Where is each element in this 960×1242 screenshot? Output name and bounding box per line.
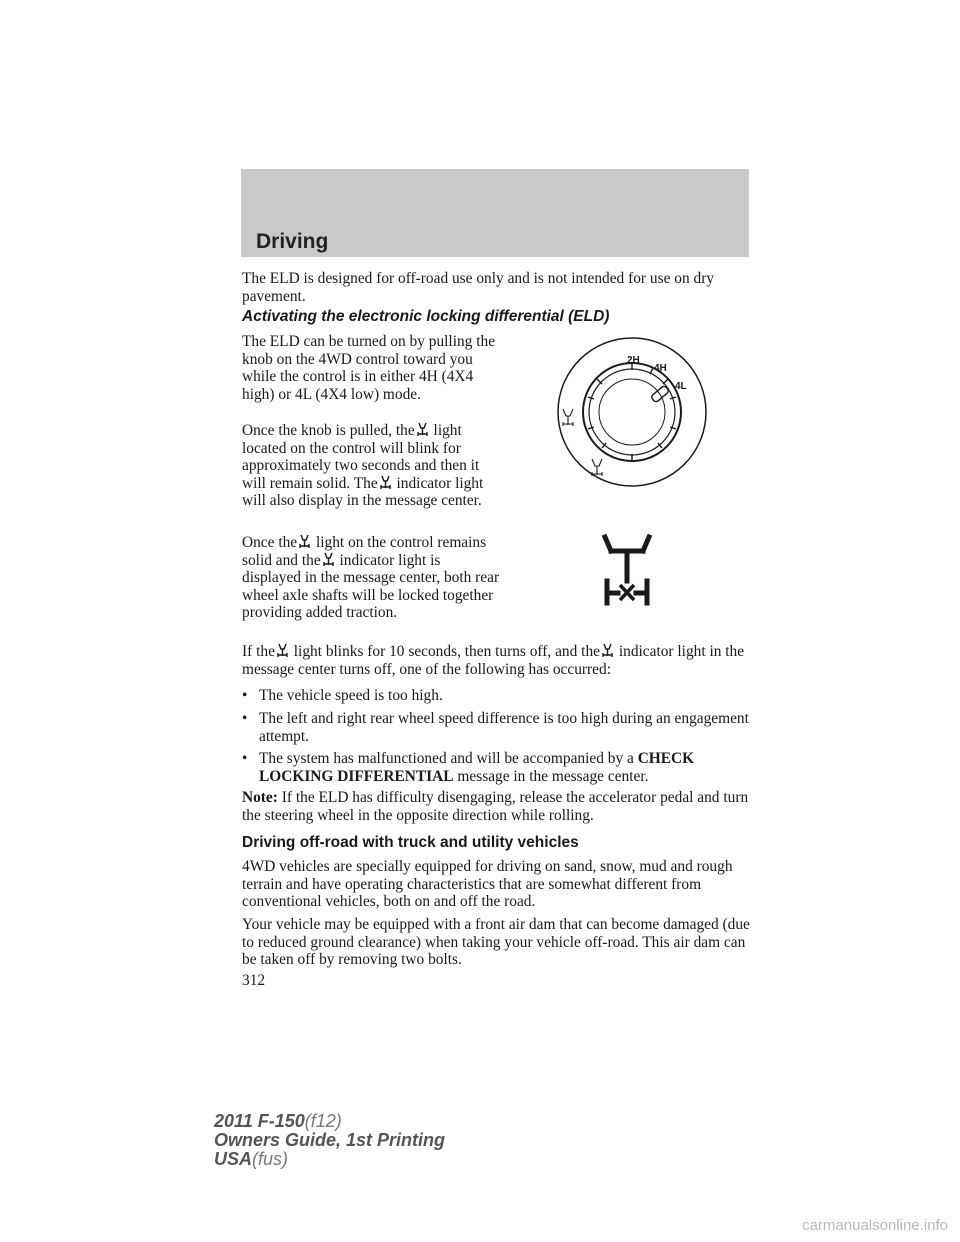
note-label: Note: [242, 789, 278, 806]
list-item: • The left and right rear wheel speed difference is too high during an engagement attempt. [242, 710, 749, 745]
dial-locking-differential-icon-left [563, 409, 573, 426]
dial-locking-differential-icon-bottom [592, 459, 602, 476]
note-paragraph: Note: If the ELD has difficulty disengaging, release the accelerator pedal and turn the steering wheel in the opposite direction while rolling. [242, 789, 749, 824]
activating-heading: Activating the electronic locking differential (ELD) [242, 308, 610, 325]
page-number: 312 [242, 972, 266, 989]
dial-label-4h: 4H [654, 363, 667, 374]
dial-label-2h: 2H [627, 355, 640, 366]
activating-paragraph-1: The ELD can be turned on by pulling the knob on the 4WD control toward you while the control is in either 4H (4X4 high) or 4L (4X4 low) mode. [242, 333, 496, 403]
print-footer: 2011 F-150(f12) Owners Guide, 1st Printing USA(fus) [214, 1111, 446, 1169]
locking-differential-icon-large [598, 533, 656, 607]
check-locking-differential-message: CHECK LOCKING DIFFERENTIAL [259, 750, 695, 785]
bullet-dot: • [242, 710, 248, 727]
section-title: Driving [256, 230, 329, 253]
locking-differential-icon [416, 422, 429, 437]
locking-differential-icon [322, 552, 335, 567]
activating-paragraph-2: Once the knob is pulled, the light located on the control will blink for approximately two seconds and then it will remain solid. The indicator light will also display in the message center. [242, 422, 484, 509]
4wd-control-dial-illustration [555, 330, 710, 495]
locking-differential-icon [298, 534, 311, 549]
offroad-paragraph-1: 4WD vehicles are specially equipped for driving on sand, snow, mud and rough terrain and have operating characteristics that are somewhat different from conventional vehicles, both on and off the road. [242, 858, 733, 910]
list-item: • The vehicle speed is too high. [242, 687, 443, 704]
offroad-heading: Driving off-road with truck and utility vehicles [242, 834, 579, 851]
activating-paragraph-3: Once the light on the control remains solid and the indicator light is displayed in the message center, both rear wheel axle shafts will be locked together providing added traction. [242, 534, 500, 621]
list-item: • The system has malfunctioned and will be accompanied by a CHECK LOCKING DIFFERENTIAL message in the message center. [242, 750, 695, 785]
offroad-paragraph-2: Your vehicle may be equipped with a front air dam that can become damaged (due to reduced ground clearance) when taking your vehicle off-road. This air dam can be taken off by removing two bolts. [242, 916, 750, 968]
bullet-dot: • [242, 750, 248, 767]
bullet-dot: • [242, 687, 248, 704]
locking-differential-icon [276, 643, 289, 658]
watermark: carmanualsonline.info [802, 1217, 948, 1234]
locking-differential-icon [601, 643, 614, 658]
intro-paragraph: The ELD is designed for off-road use only and is not intended for use on dry pavement. [242, 270, 715, 305]
activating-paragraph-4: If the light blinks for 10 seconds, then turns off, and the indicator light in the message center turns off, one of the following has occurred: [242, 643, 745, 678]
dial-label-4l: 4L [675, 381, 687, 392]
locking-differential-icon [379, 475, 392, 490]
